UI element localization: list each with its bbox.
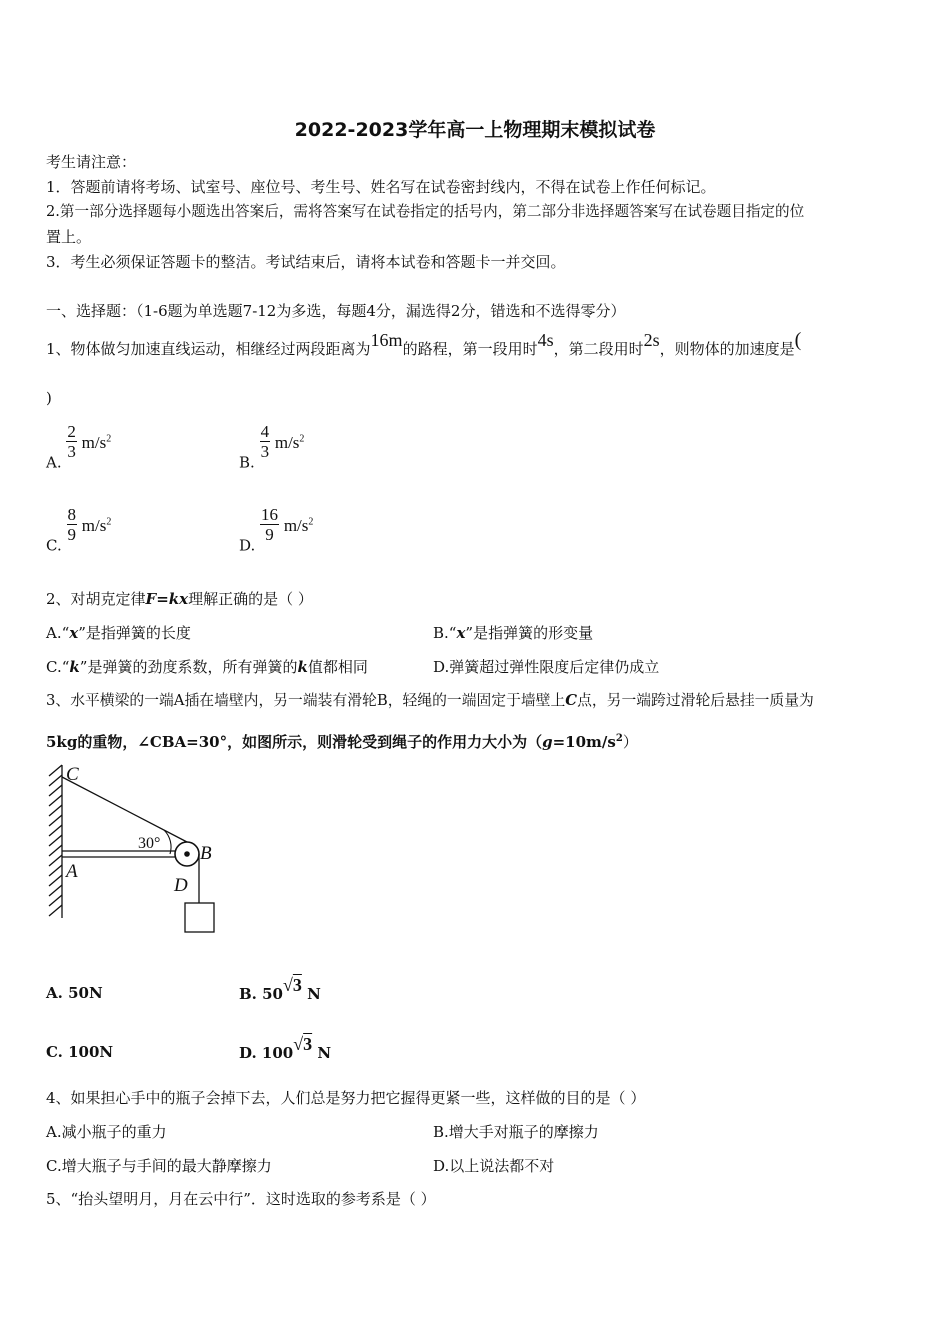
label-a: A xyxy=(66,861,78,882)
notice-item-2: 2.第一部分选择题每小题选出答案后，需将答案写在试卷指定的括号内，第二部分非选择题答案写在试卷题目指定的位 xyxy=(46,203,805,220)
weight xyxy=(185,903,214,932)
pulley-axle xyxy=(184,851,190,857)
notice-item-2-cont: 置上。 xyxy=(46,228,92,246)
question-3-stem-line-1: 3、水平横梁的一端A插在墙壁内，另一端装有滑轮B，轻绳的一端固定于墙壁上C点，另一端跨过滑轮后悬挂一质量为 xyxy=(46,692,814,709)
q1-option-d[interactable]: D. $\frac{16}{9}$ $m/s^2$ xyxy=(239,505,314,555)
q3-option-b[interactable]: B. 50√3 N xyxy=(239,975,321,1003)
question-4-stem: 4、如果担心手中的瓶子会掉下去，人们总是努力把它握得更紧一些，这样做的目的是（ ） xyxy=(46,1089,646,1107)
notice-heading: 考生请注意： xyxy=(46,153,137,171)
question-3-stem-line-2: 5kg的重物，∠CBA=30°，如图所示，则滑轮受到绳子的作用力大小为$(g=10m/s^2)$ xyxy=(46,733,638,751)
q2-option-b[interactable]: B.“x”是指弹簧的形变量 xyxy=(433,624,594,642)
notice-item-1: 1．答题前请将考场、试室号、座位号、考生号、姓名写在试卷密封线内，不得在试卷上作任何标记。 xyxy=(46,178,716,196)
q1-option-b[interactable]: B. $\frac{4}{3}$ $m/s^2$ xyxy=(239,422,305,472)
question-1-stem: 1、物体做匀加速直线运动，相继经过两段距离为16m的路程，第一段用时4s，第二段用时2s，则物体的加速度是( xyxy=(46,329,802,358)
q2-option-a[interactable]: A.“x”是指弹簧的长度 xyxy=(46,624,191,642)
q3-option-d[interactable]: D. 100√3 N xyxy=(239,1034,332,1062)
q4-option-b[interactable]: B.增大手对瓶子的摩擦力 xyxy=(433,1123,599,1141)
label-c: C xyxy=(66,764,79,785)
q1-option-a[interactable]: A. $\frac{2}{3}$ $m/s^2$ xyxy=(46,422,112,472)
question-5-stem: 5、“抬头望明月，月在云中行”．这时选取的参考系是（ ） xyxy=(46,1190,436,1208)
q3-option-a[interactable]: A. 50N xyxy=(46,984,103,1002)
q2-option-d[interactable]: D.弹簧超过弹性限度后定律仍成立 xyxy=(433,658,660,676)
section-heading: 一、选择题：（1-6题为单选题7-12为多选，每题4分，漏选得2分，错选和不选得零分） xyxy=(46,302,626,320)
q3-option-c[interactable]: C. 100N xyxy=(46,1043,114,1061)
page-title: 2022-2023学年高一上物理期末模拟试卷 xyxy=(294,119,656,141)
q1-option-c[interactable]: C. $\frac{8}{9}$ $m/s^2$ xyxy=(46,505,112,555)
label-angle: 30° xyxy=(138,835,161,852)
q2-option-c[interactable]: C.“k”是弹簧的劲度系数，所有弹簧的k值都相同 xyxy=(46,658,368,676)
wall xyxy=(49,765,62,918)
q4-option-c[interactable]: C.增大瓶子与手间的最大静摩擦力 xyxy=(46,1157,272,1175)
question-2-stem: 2、对胡克定律F=kx理解正确的是（ ） xyxy=(46,590,313,608)
rope-cb xyxy=(62,777,187,842)
label-d: D xyxy=(174,875,188,896)
question-1-close-paren: ) xyxy=(46,389,52,407)
q4-option-a[interactable]: A.减小瓶子的重力 xyxy=(46,1123,167,1141)
q4-option-d[interactable]: D.以上说法都不对 xyxy=(433,1157,555,1175)
label-b: B xyxy=(200,843,212,864)
notice-item-3: 3．考生必须保证答题卡的整洁。考试结束后，请将本试卷和答题卡一并交回。 xyxy=(46,253,566,271)
pulley-diagram xyxy=(40,760,240,940)
